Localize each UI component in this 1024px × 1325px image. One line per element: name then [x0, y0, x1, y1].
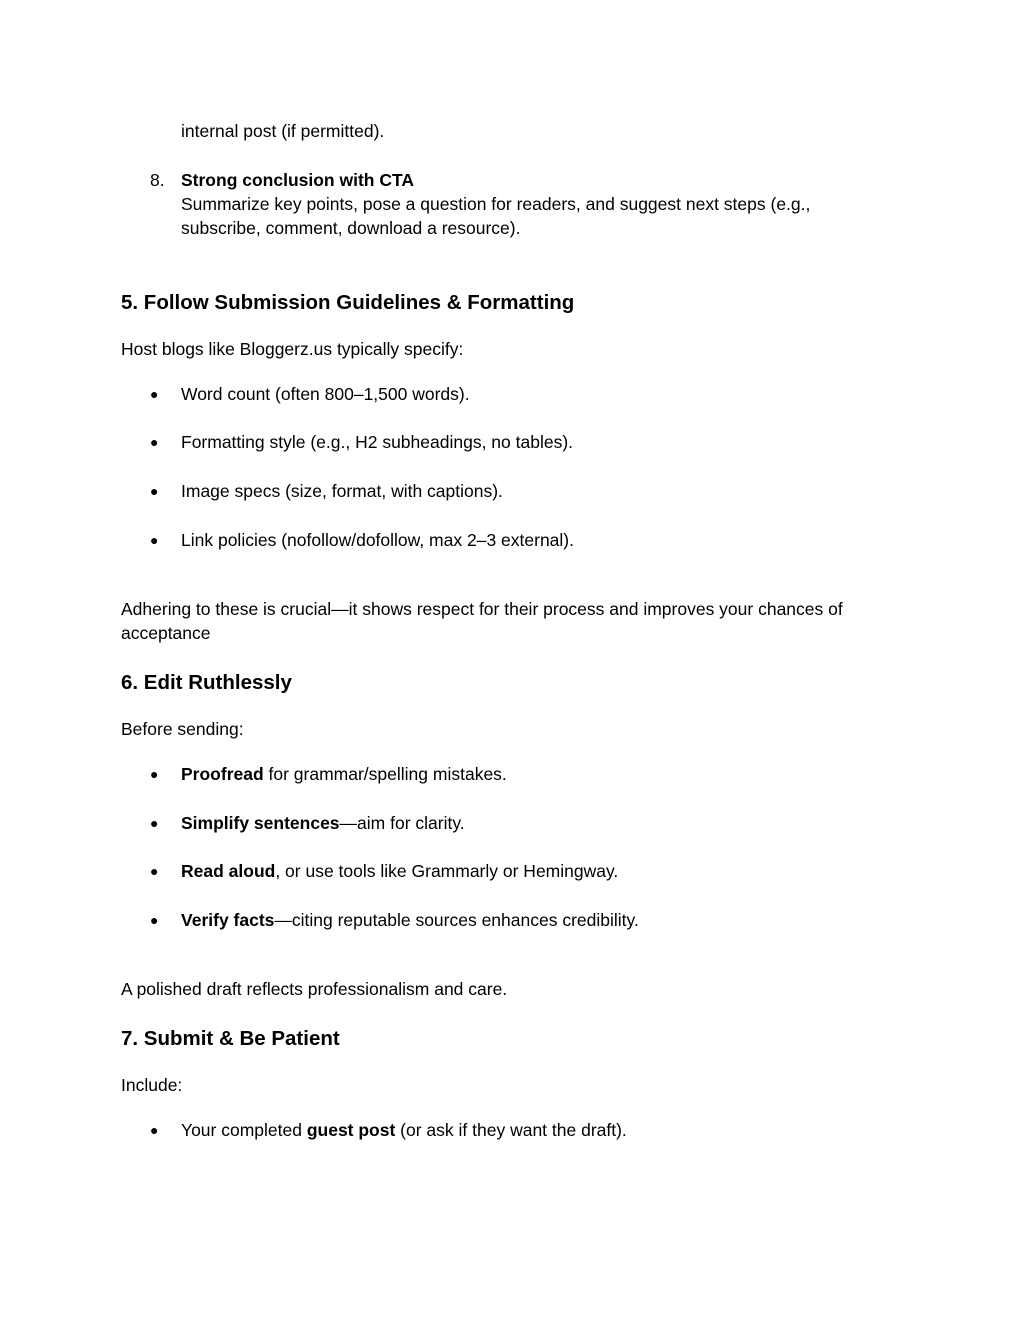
step-8-line-2: subscribe, comment, download a resource). [181, 218, 521, 238]
continuation-text: internal post (if permitted). [181, 121, 385, 141]
list-item: Formatting style (e.g., H2 subheadings, no tables). [181, 432, 574, 452]
list-item: Your completed guest post (or ask if they want the draft). [181, 1120, 627, 1140]
step-8-number: 8. [150, 170, 165, 190]
section-6-heading: 6. Edit Ruthlessly [121, 671, 292, 694]
list-item: Word count (often 800–1,500 words). [181, 384, 470, 404]
bullet-icon: ● [150, 1122, 159, 1138]
list-item: Image specs (size, format, with captions). [181, 481, 503, 501]
section-5-outro-line-2: acceptance [121, 623, 211, 643]
bullet-icon: ● [150, 815, 159, 831]
list-item: Proofread for grammar/spelling mistakes. [181, 764, 507, 784]
section-6-intro: Before sending: [121, 719, 244, 739]
bullet-icon: ● [150, 386, 159, 402]
bullet-icon: ● [150, 532, 159, 548]
bullet-icon: ● [150, 766, 159, 782]
list-item: Link policies (nofollow/dofollow, max 2–3 external). [181, 530, 574, 550]
list-item: Simplify sentences—aim for clarity. [181, 813, 465, 833]
section-7-intro: Include: [121, 1075, 183, 1095]
bullet-icon: ● [150, 483, 159, 499]
list-item: Verify facts—citing reputable sources enhances credibility. [181, 910, 639, 930]
step-8-title: Strong conclusion with CTA [181, 170, 414, 190]
section-6-outro: A polished draft reflects professionalism and care. [121, 979, 508, 999]
step-8-line-1: Summarize key points, pose a question for readers, and suggest next steps (e.g., [181, 194, 811, 214]
section-7-heading: 7. Submit & Be Patient [121, 1027, 340, 1050]
list-item: Read aloud, or use tools like Grammarly or Hemingway. [181, 861, 619, 881]
section-5-outro-line-1: Adhering to these is crucial—it shows respect for their process and improves your chances of [121, 599, 843, 619]
bullet-icon: ● [150, 912, 159, 928]
bullet-icon: ● [150, 434, 159, 450]
section-5-intro: Host blogs like Bloggerz.us typically specify: [121, 339, 464, 359]
bullet-icon: ● [150, 863, 159, 879]
section-5-heading: 5. Follow Submission Guidelines & Formatting [121, 291, 575, 314]
